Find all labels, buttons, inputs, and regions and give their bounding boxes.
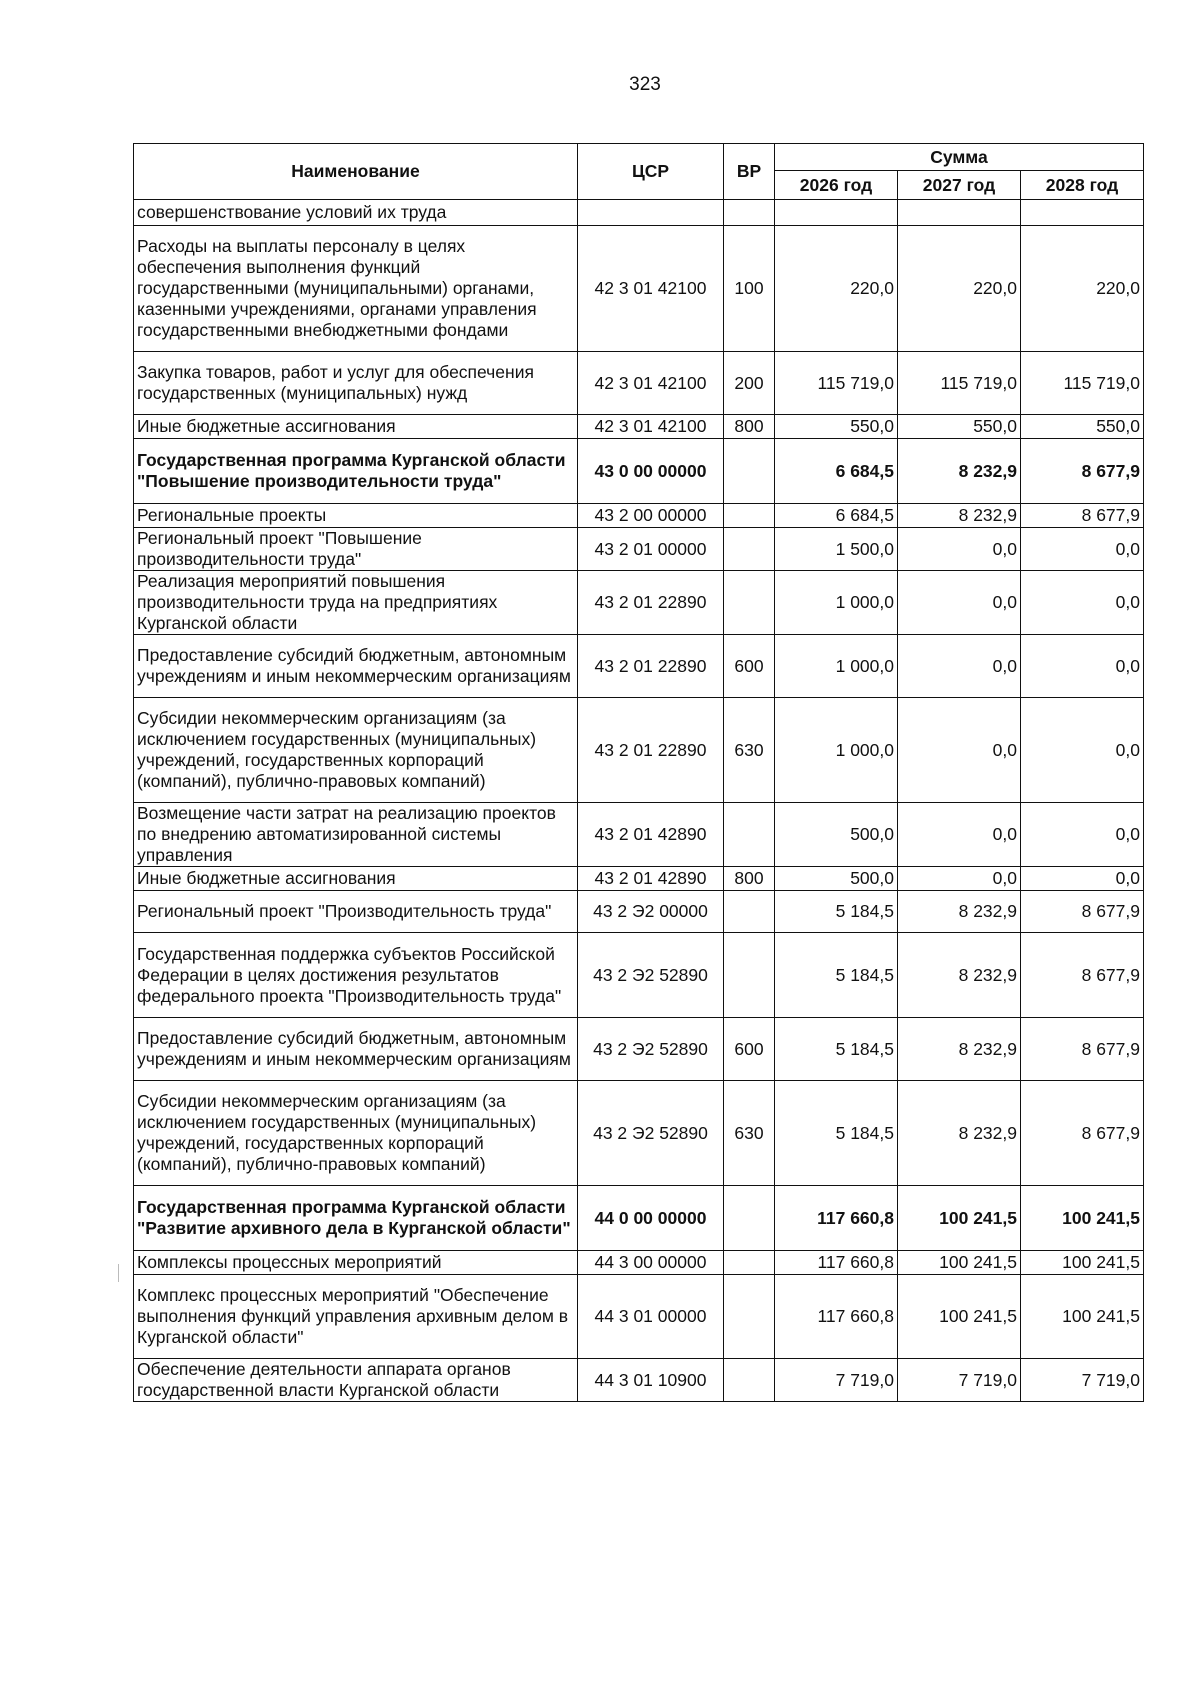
row-sum-2028: 100 241,5 (1021, 1275, 1144, 1359)
row-name: Государственная поддержка субъектов Российской Федерации в целях достижения результатов федерального проекта "Производительность труда" (134, 933, 578, 1018)
row-name: Иные бюджетные ассигнования (134, 867, 578, 891)
row-sum-2026: 6 684,5 (775, 504, 898, 528)
header-year-2028: 2028 год (1021, 171, 1144, 200)
row-csr: 43 2 01 22890 (578, 698, 724, 803)
row-csr: 43 0 00 00000 (578, 439, 724, 504)
row-sum-2027: 0,0 (898, 803, 1021, 867)
row-sum-2028: 0,0 (1021, 698, 1144, 803)
row-sum-2028: 8 677,9 (1021, 504, 1144, 528)
row-csr: 43 2 Э2 00000 (578, 891, 724, 933)
row-sum-2027: 100 241,5 (898, 1275, 1021, 1359)
row-sum-2028: 0,0 (1021, 571, 1144, 635)
row-name: совершенствование условий их труда (134, 200, 578, 226)
row-name: Государственная программа Курганской области "Развитие архивного дела в Курганской области" (134, 1186, 578, 1251)
row-csr (578, 200, 724, 226)
table-row (134, 1018, 1144, 1081)
row-vr (724, 933, 775, 1018)
row-name: Комплекс процессных мероприятий "Обеспечение выполнения функций управления архивным делом в Курганской области" (134, 1275, 578, 1359)
row-vr (724, 528, 775, 571)
row-vr: 100 (724, 226, 775, 352)
row-name: Государственная программа Курганской области "Повышение производительности труда" (134, 439, 578, 504)
row-sum-2027: 0,0 (898, 528, 1021, 571)
row-vr (724, 571, 775, 635)
row-sum-2027: 550,0 (898, 415, 1021, 439)
row-sum-2027: 7 719,0 (898, 1359, 1021, 1402)
row-sum-2028: 220,0 (1021, 226, 1144, 352)
row-csr: 43 2 01 00000 (578, 528, 724, 571)
table-row (134, 226, 1144, 352)
row-csr: 43 2 Э2 52890 (578, 1081, 724, 1186)
row-vr (724, 803, 775, 867)
table-row (134, 439, 1144, 504)
row-sum-2026: 500,0 (775, 803, 898, 867)
row-sum-2027: 8 232,9 (898, 439, 1021, 504)
header-year-2026: 2026 год (775, 171, 898, 200)
row-name: Субсидии некоммерческим организациям (за исключением государственных (муниципальных) учреждений, государственных корпораций (компаний), публично-правовых компаний) (134, 1081, 578, 1186)
table-row (134, 933, 1144, 1018)
row-sum-2027: 0,0 (898, 698, 1021, 803)
table-row (134, 698, 1144, 803)
row-sum-2027: 220,0 (898, 226, 1021, 352)
table-row (134, 571, 1144, 635)
row-sum-2028 (1021, 200, 1144, 226)
row-sum-2026: 550,0 (775, 415, 898, 439)
page-number: 323 (629, 74, 661, 95)
row-vr: 800 (724, 867, 775, 891)
row-sum-2028: 7 719,0 (1021, 1359, 1144, 1402)
row-name: Иные бюджетные ассигнования (134, 415, 578, 439)
row-vr (724, 1275, 775, 1359)
row-sum-2028: 100 241,5 (1021, 1251, 1144, 1275)
row-sum-2026: 220,0 (775, 226, 898, 352)
row-name: Региональный проект "Повышение производительности труда" (134, 528, 578, 571)
row-csr: 44 3 01 10900 (578, 1359, 724, 1402)
row-sum-2028: 8 677,9 (1021, 891, 1144, 933)
table-row (134, 1186, 1144, 1251)
table-row (134, 867, 1144, 891)
row-vr: 600 (724, 1018, 775, 1081)
header-year-2027: 2027 год (898, 171, 1021, 200)
row-sum-2027: 100 241,5 (898, 1251, 1021, 1275)
row-sum-2028: 0,0 (1021, 635, 1144, 698)
row-name: Обеспечение деятельности аппарата органов государственной власти Курганской области (134, 1359, 578, 1402)
row-sum-2027: 0,0 (898, 571, 1021, 635)
header-csr: ЦСР (578, 144, 724, 200)
row-csr: 42 3 01 42100 (578, 415, 724, 439)
row-vr (724, 1251, 775, 1275)
row-sum-2026: 5 184,5 (775, 933, 898, 1018)
row-vr: 630 (724, 698, 775, 803)
row-sum-2026: 7 719,0 (775, 1359, 898, 1402)
row-vr (724, 504, 775, 528)
table-row (134, 200, 1144, 226)
row-sum-2026: 1 000,0 (775, 571, 898, 635)
row-sum-2026: 6 684,5 (775, 439, 898, 504)
row-vr: 200 (724, 352, 775, 415)
row-csr: 43 2 Э2 52890 (578, 933, 724, 1018)
row-sum-2028: 0,0 (1021, 867, 1144, 891)
row-csr: 42 3 01 42100 (578, 352, 724, 415)
row-csr: 42 3 01 42100 (578, 226, 724, 352)
header-sum: Сумма (775, 144, 1144, 171)
row-sum-2028: 8 677,9 (1021, 933, 1144, 1018)
row-name: Предоставление субсидий бюджетным, автономным учреждениям и иным некоммерческим организациям (134, 1018, 578, 1081)
row-sum-2027: 115 719,0 (898, 352, 1021, 415)
row-name: Комплексы процессных мероприятий (134, 1251, 578, 1275)
row-vr: 800 (724, 415, 775, 439)
table-body (134, 200, 1144, 1402)
row-sum-2027: 8 232,9 (898, 1081, 1021, 1186)
header-vr: ВР (724, 144, 775, 200)
table-row (134, 803, 1144, 867)
row-csr: 44 0 00 00000 (578, 1186, 724, 1251)
row-sum-2026: 1 500,0 (775, 528, 898, 571)
row-sum-2026: 115 719,0 (775, 352, 898, 415)
row-sum-2026 (775, 200, 898, 226)
row-sum-2026: 1 000,0 (775, 635, 898, 698)
table-row (134, 1275, 1144, 1359)
row-sum-2028: 8 677,9 (1021, 439, 1144, 504)
row-sum-2028: 8 677,9 (1021, 1081, 1144, 1186)
row-vr: 600 (724, 635, 775, 698)
row-sum-2026: 117 660,8 (775, 1275, 898, 1359)
row-vr (724, 891, 775, 933)
row-sum-2028: 550,0 (1021, 415, 1144, 439)
row-name: Закупка товаров, работ и услуг для обеспечения государственных (муниципальных) нужд (134, 352, 578, 415)
row-vr (724, 200, 775, 226)
table-row (134, 528, 1144, 571)
row-sum-2026: 1 000,0 (775, 698, 898, 803)
row-sum-2028: 100 241,5 (1021, 1186, 1144, 1251)
row-name: Региональные проекты (134, 504, 578, 528)
row-csr: 43 2 01 42890 (578, 867, 724, 891)
row-name: Субсидии некоммерческим организациям (за исключением государственных (муниципальных) учреждений, государственных корпораций (компаний), публично-правовых компаний) (134, 698, 578, 803)
row-sum-2026: 5 184,5 (775, 1081, 898, 1186)
margin-mark (118, 1264, 119, 1282)
budget-table (133, 143, 1144, 1402)
row-name: Расходы на выплаты персоналу в целях обеспечения выполнения функций государственными (муниципальными) органами, казенными учреждениями, органами управления государственными внебюджетными фондами (134, 226, 578, 352)
row-name: Возмещение части затрат на реализацию проектов по внедрению автоматизированной системы управления (134, 803, 578, 867)
table-row (134, 1359, 1144, 1402)
row-sum-2026: 117 660,8 (775, 1251, 898, 1275)
row-csr: 43 2 00 00000 (578, 504, 724, 528)
table-row (134, 1081, 1144, 1186)
row-csr: 43 2 01 22890 (578, 571, 724, 635)
row-sum-2027: 8 232,9 (898, 891, 1021, 933)
row-sum-2028: 115 719,0 (1021, 352, 1144, 415)
header-name: Наименование (134, 144, 578, 200)
row-csr: 43 2 01 22890 (578, 635, 724, 698)
row-csr: 44 3 00 00000 (578, 1251, 724, 1275)
row-sum-2026: 5 184,5 (775, 891, 898, 933)
row-sum-2028: 0,0 (1021, 803, 1144, 867)
table-row (134, 352, 1144, 415)
row-name: Предоставление субсидий бюджетным, автономным учреждениям и иным некоммерческим организациям (134, 635, 578, 698)
row-sum-2026: 500,0 (775, 867, 898, 891)
row-sum-2027: 8 232,9 (898, 1018, 1021, 1081)
row-sum-2027: 100 241,5 (898, 1186, 1021, 1251)
row-name: Региональный проект "Производительность труда" (134, 891, 578, 933)
row-vr (724, 1359, 775, 1402)
row-sum-2027: 0,0 (898, 635, 1021, 698)
table-row (134, 415, 1144, 439)
table-row (134, 891, 1144, 933)
table-row (134, 1251, 1144, 1275)
row-sum-2027: 8 232,9 (898, 933, 1021, 1018)
row-vr (724, 1186, 775, 1251)
row-name: Реализация мероприятий повышения производительности труда на предприятиях Курганской области (134, 571, 578, 635)
table-row (134, 504, 1144, 528)
row-sum-2028: 8 677,9 (1021, 1018, 1144, 1081)
row-vr (724, 439, 775, 504)
table-row (134, 635, 1144, 698)
row-sum-2026: 117 660,8 (775, 1186, 898, 1251)
row-sum-2027: 8 232,9 (898, 504, 1021, 528)
row-csr: 43 2 01 42890 (578, 803, 724, 867)
row-sum-2027: 0,0 (898, 867, 1021, 891)
row-vr: 630 (724, 1081, 775, 1186)
row-sum-2027 (898, 200, 1021, 226)
row-csr: 43 2 Э2 52890 (578, 1018, 724, 1081)
row-sum-2026: 5 184,5 (775, 1018, 898, 1081)
row-csr: 44 3 01 00000 (578, 1275, 724, 1359)
row-sum-2028: 0,0 (1021, 528, 1144, 571)
